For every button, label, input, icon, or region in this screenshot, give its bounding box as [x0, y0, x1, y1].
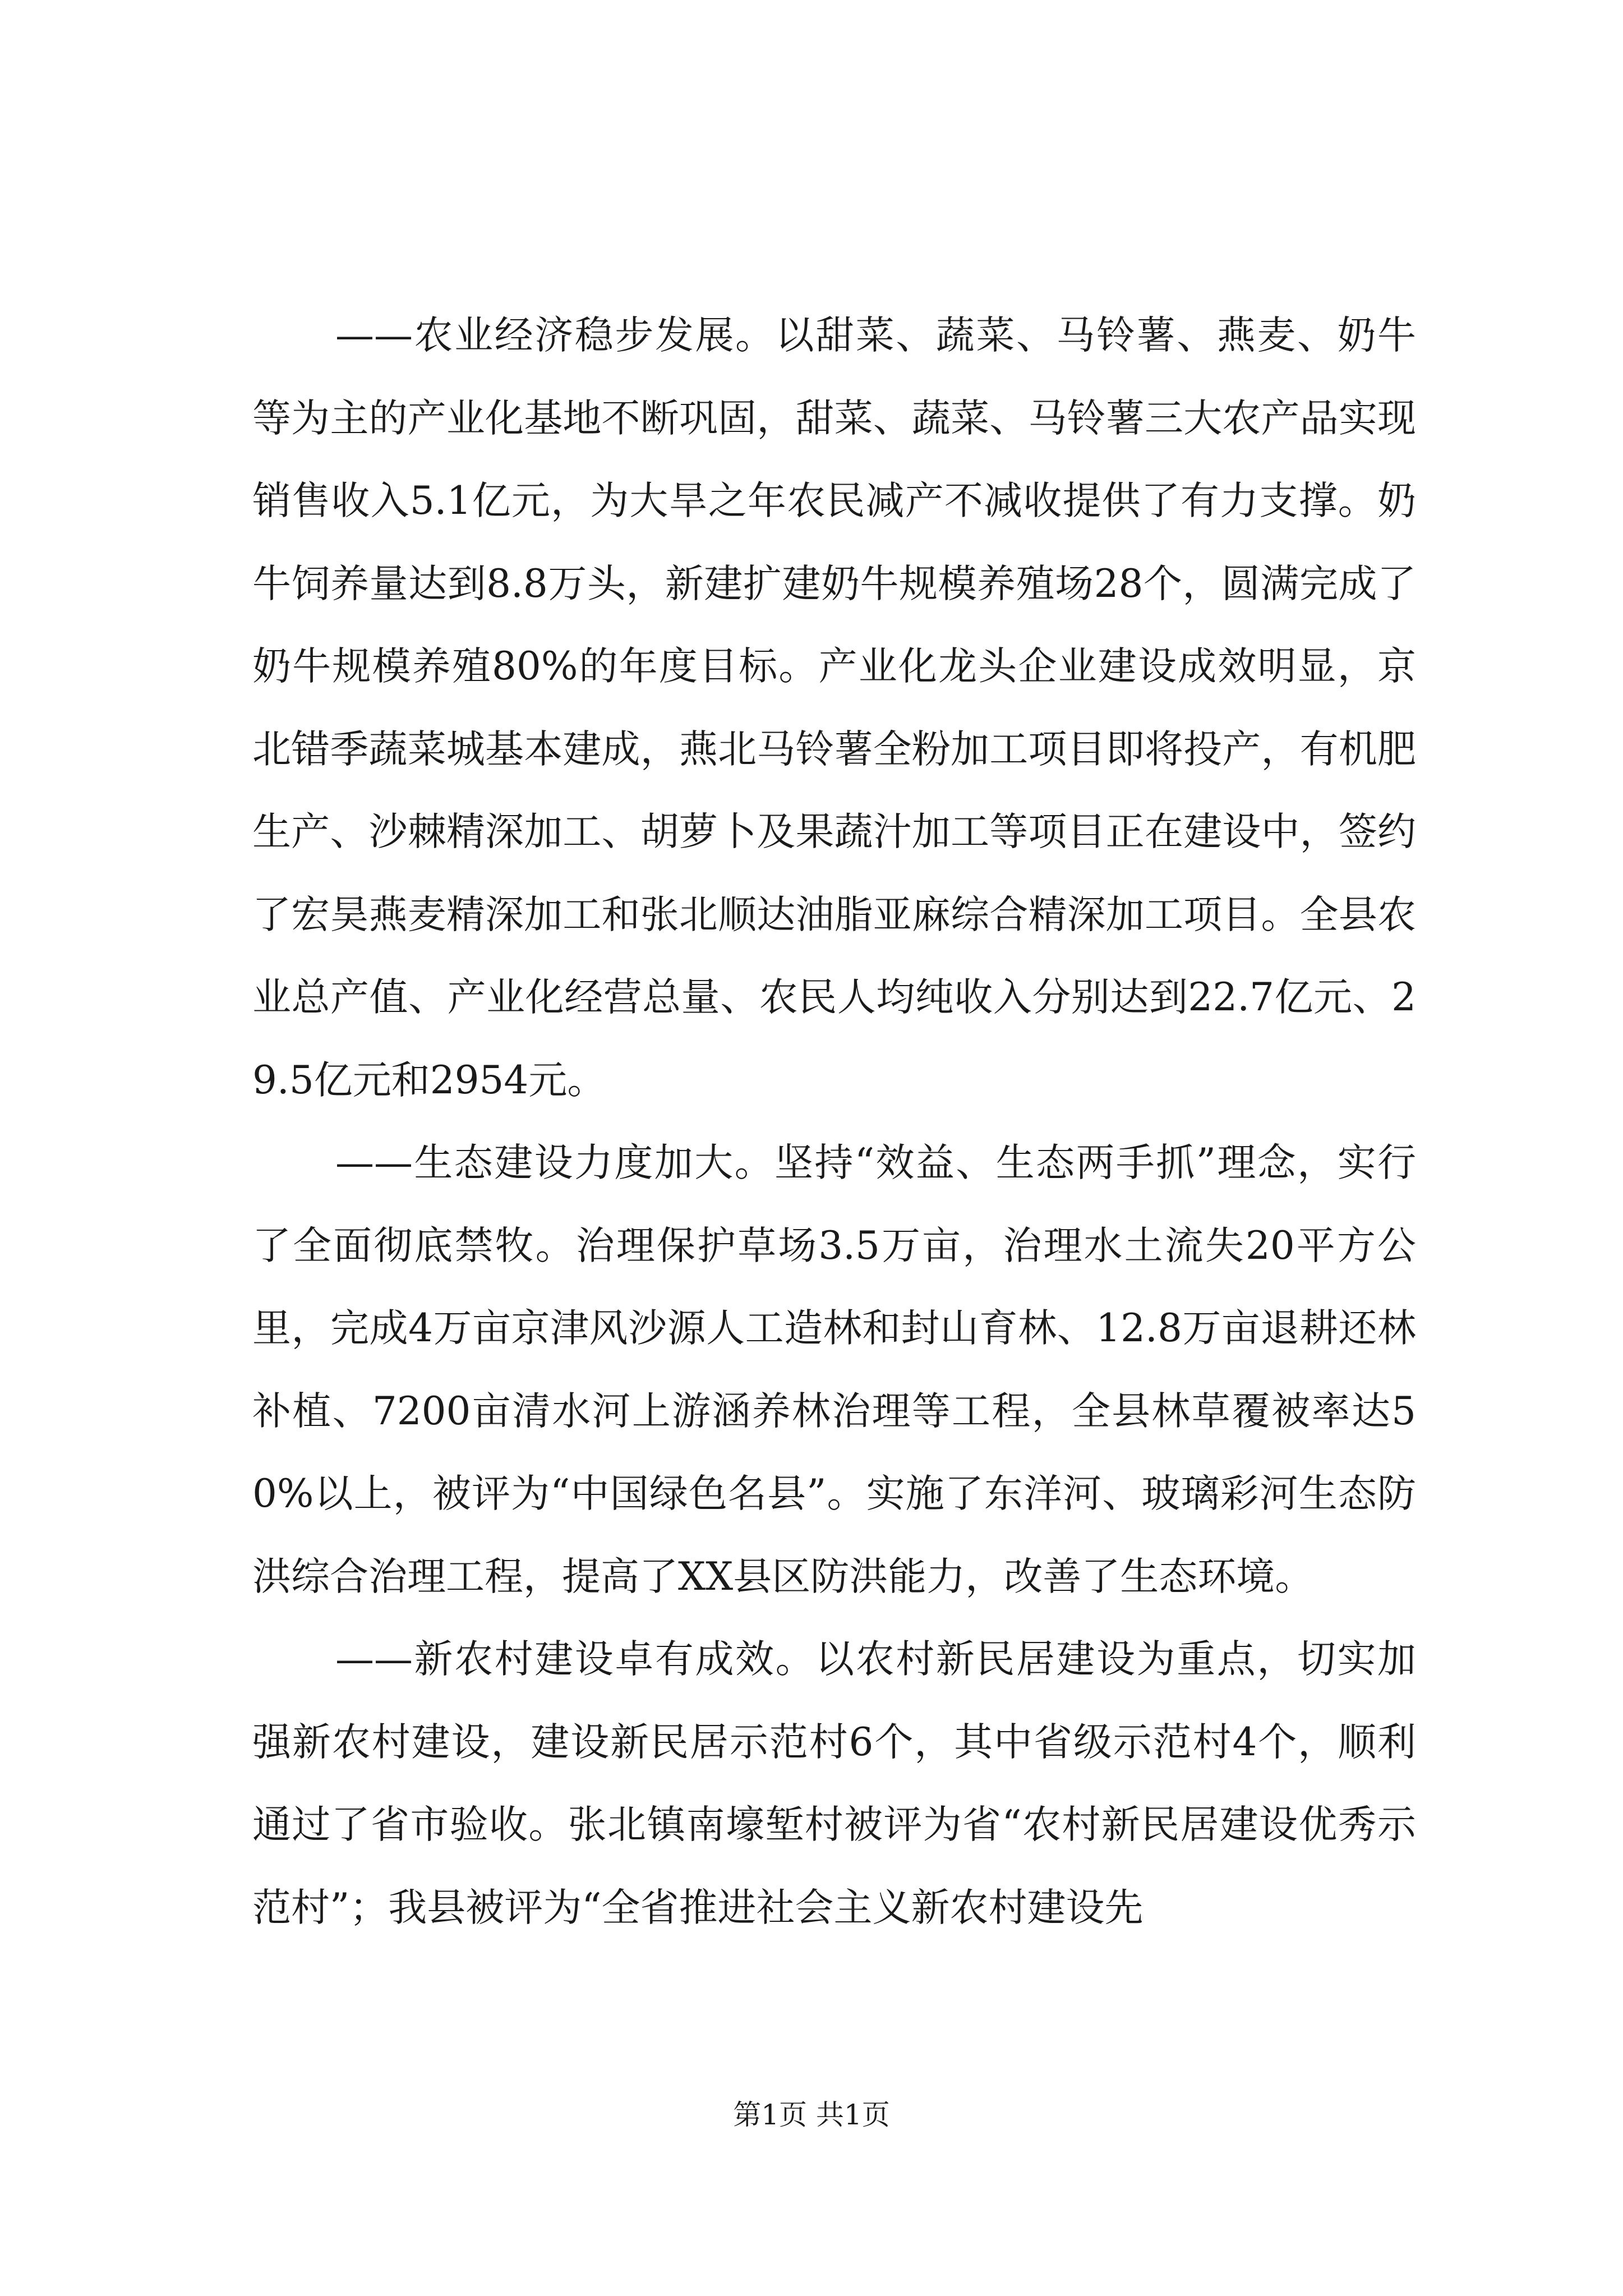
paragraph-agriculture: ——农业经济稳步发展。以甜菜、蔬菜、马铃薯、燕麦、奶牛等为主的产业化基地不断巩固，甜菜、蔬菜、马铃薯三大农产品实现销售收入5.1亿元，为大旱之年农民减产不减收提供了有力支撑。奶牛饲养量达到8.8万头，新建扩建奶牛规模养殖场28个，圆满完成了奶牛规模养殖80%的年度目标。产业化龙头企业建设成效明显，京北错季蔬菜城基本建成，燕北马铃薯全粉加工项目即将投产，有机肥生产、沙棘精深加工、胡萝卜及果蔬汁加工等项目正在建设中，签约了宏昊燕麦精深加工和张北顺达油脂亚麻综合精深加工项目。全县农业总产值、产业化经营总量、农民人均纯收入分别达到22.7亿元、29.5亿元和2954元。: [252, 313, 1416, 1103]
document-body: [252, 295, 1416, 1949]
paragraph-ecology: ——生态建设力度加大。坚持“效益、生态两手抓”理念，实行了全面彻底禁牧。治理保护草场3.5万亩，治理水土流失20平方公里，完成4万亩京津风沙源人工造林和封山育林、12.8万亩退耕还林补植、7200亩清水河上游涵养林治理等工程，全县林草覆被率达50%以上，被评为“中国绿色名县”。实施了东洋河、玻璃彩河生态防洪综合治理工程，提高了XX县区防洪能力，改善了生态环境。: [252, 1140, 1416, 1599]
paragraph-new-countryside: ——新农村建设卓有成效。以农村新民居建设为重点，切实加强新农村建设，建设新民居示范村6个，其中省级示范村4个，顺利通过了省市验收。张北镇南壕堑村被评为省“农村新民居建设优秀示范村”；我县被评为“全省推进社会主义新农村建设先: [252, 1637, 1416, 1930]
page-footer: 第1页 共1页: [733, 2099, 890, 2131]
